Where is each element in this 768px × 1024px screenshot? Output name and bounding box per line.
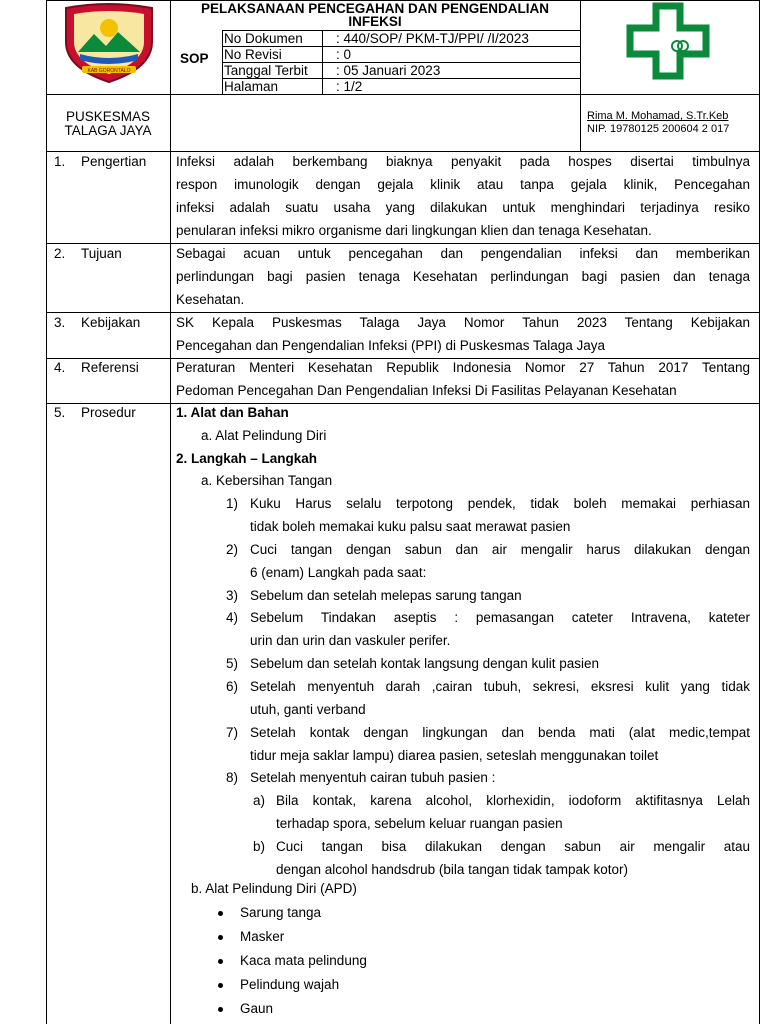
row-label-halaman: Halaman <box>224 79 279 94</box>
step-text-line: Setelah menyentuh cairan tubuh pasien : <box>250 770 496 785</box>
org-name-line2: TALAGA JAYA <box>64 123 152 138</box>
section-1-line: penularan infeksi mikro organisme dari lingkungan klien dan tenaga Kesehatan. <box>176 223 652 238</box>
row-label-tanggal: Tanggal Terbit <box>224 63 308 78</box>
bullet-dot-icon <box>218 1007 223 1012</box>
section-label-tujuan: Tujuan <box>81 246 122 261</box>
prosedur-heading-2: 2. Langkah – Langkah <box>176 451 318 466</box>
substep-text-line: Cuci tangan bisa dilakukan dengan sabun air mengalir atau <box>276 839 750 854</box>
section-1-line: infeksi adalah suatu usaha yang dilakukan untuk menghindari terjadinya resiko <box>176 200 750 215</box>
puskesmas-cross-logo <box>622 2 714 80</box>
section-2-line: Sebagai acuan untuk pencegahan dan pengendalian infeksi dan memberikan <box>176 246 750 261</box>
section-label-kebijakan: Kebijakan <box>81 315 141 330</box>
prosedur-heading-1: 1. Alat dan Bahan <box>176 405 289 420</box>
row-label-no-revisi: No Revisi <box>224 47 282 62</box>
step-text-line: tidur meja saklar lampu) diarea pasien, seteslah menggunakan toilet <box>250 748 659 763</box>
step-text-line: urin dan urin dan vaskuler perifer. <box>250 633 451 648</box>
apd-title: b. Alat Pelindung Diri (APD) <box>191 881 357 896</box>
section-num-4: 4. <box>54 360 66 375</box>
step-number: 6) <box>226 679 239 694</box>
step-text-line: Sebelum Tindakan aseptis : pemasangan cateter Intravena, kateter <box>250 610 750 625</box>
label-value-divider <box>322 30 323 94</box>
header-divider <box>46 94 759 95</box>
signer-name: Rima M. Mohamad, S.Tr.Keb <box>587 110 729 122</box>
substep-letter: b) <box>253 839 266 854</box>
row-value-no-revisi: : 0 <box>336 47 352 62</box>
signer-nip: NIP. 19780125 200604 2 017 <box>587 123 730 135</box>
step-text-line: Setelah menyentuh darah ,cairan tubuh, sekresi, eksresi kulit yang tidak <box>250 679 750 694</box>
bullet-dot-icon <box>218 911 223 916</box>
section-num-3: 3. <box>54 315 66 330</box>
step-text-line: Cuci tangan dengan sabun dan air mengalir harus dilakukan dengan <box>250 542 750 557</box>
step-text-line: Setelah kontak dengan lingkungan dan benda mati (alat medic,tempat <box>250 725 750 740</box>
step-number: 7) <box>226 725 239 740</box>
bullet-dot-icon <box>218 983 223 988</box>
section-num-5: 5. <box>54 405 66 420</box>
section-3-line: Pencegahan dan Pengendalian Infeksi (PPI) di Puskesmas Talaga Jaya <box>176 338 606 353</box>
section-num-2: 2. <box>54 246 66 261</box>
prosedur-heading-2a: a. Kebersihan Tangan <box>201 473 333 488</box>
apd-item: Kaca mata pelindung <box>240 953 367 968</box>
bullet-dot-icon <box>218 935 223 940</box>
section-3-line: SK Kepala Puskesmas Talaga Jaya Nomor Tahun 2023 Tentang Kebijakan <box>176 315 750 330</box>
crest-banner-text: KAB GORONTALO <box>87 68 131 74</box>
apd-item: Pelindung wajah <box>240 977 340 992</box>
row-sep-prosedur <box>46 403 759 404</box>
bullet-dot-icon <box>218 959 223 964</box>
col-divider-2 <box>580 0 581 151</box>
section-label-referensi: Referensi <box>81 360 139 375</box>
section-4-line: Peraturan Menteri Kesehatan Republik Indonesia Nomor 27 Tahun 2017 Tentang <box>176 360 750 375</box>
section-num-1: 1. <box>54 154 66 169</box>
prosedur-heading-1a: a. Alat Pelindung Diri <box>201 428 327 443</box>
step-text-line: Sebelum dan setelah kontak langsung dengan kulit pasien <box>250 656 600 671</box>
regency-crest-logo <box>60 2 158 84</box>
doc-title-line1: PELAKSANAAN PENCEGAHAN DAN PENGENDALIAN <box>200 1 550 16</box>
step-number: 2) <box>226 542 239 557</box>
substep-letter: a) <box>253 793 266 808</box>
step-number: 3) <box>226 588 239 603</box>
substep-text-line: Bila kontak, karena alcohol, klorhexidin, iodoform aktifitasnya Lelah <box>276 793 750 808</box>
section-label-pengertian: Pengertian <box>81 154 147 169</box>
step-text-line: Kuku Harus selalu terpotong pendek, tidak boleh memakai perhiasan <box>250 496 750 511</box>
section-4-line: Pedoman Pencegahan Dan Pengendalian Infeksi Di Fasilitas Pelayanan Kesehatan <box>176 383 677 398</box>
apd-item: Sarung tanga <box>240 905 322 920</box>
col-divider-1 <box>170 0 171 1024</box>
step-number: 8) <box>226 770 239 785</box>
step-text-line: Sebelum dan setelah melepas sarung tangan <box>250 588 522 603</box>
doc-title-line2: INFEKSI <box>348 14 402 29</box>
step-text-line: 6 (enam) Langkah pada saat: <box>250 565 427 580</box>
section-2-line: perlindungan bagi pasien tenaga Kesehatan perlindungan bagi pasien dan tenaga <box>176 269 750 284</box>
section-1-line: Infeksi adalah berkembang biaknya penyakit pada hospes disertai timbulnya <box>176 154 750 169</box>
substep-text-line: terhadap spora, sebelum keluar ruangan pasien <box>276 816 563 831</box>
sop-label: SOP <box>180 51 209 66</box>
section-2-line: Kesehatan. <box>176 292 245 307</box>
row-value-halaman: : 1/2 <box>336 79 363 94</box>
section-1-line: respon imunologik dengan gejala klinik atau tanpa gejala klinik, Pencegahan <box>176 177 750 192</box>
row-label-no-dokumen: No Dokumen <box>224 31 303 46</box>
row-value-no-dokumen: : 440/SOP/ PKM-TJ/PPI/ /I/2023 <box>336 31 529 46</box>
border-left <box>46 0 47 1024</box>
org-name-line1: PUSKESMAS <box>65 109 151 124</box>
apd-item: Gaun <box>240 1001 274 1016</box>
apd-item: Masker <box>240 929 285 944</box>
step-number: 5) <box>226 656 239 671</box>
section-label-prosedur: Prosedur <box>81 405 136 420</box>
border-right <box>759 0 760 1024</box>
row-value-tanggal: : 05 Januari 2023 <box>336 63 441 78</box>
step-text-line: utuh, ganti verband <box>250 702 366 717</box>
step-number: 4) <box>226 610 239 625</box>
substep-text-line: dengan alcohol handsdrub (bila tangan tidak tampak kotor) <box>276 862 628 877</box>
step-number: 1) <box>226 496 239 511</box>
step-text-line: tidak boleh memakai kuku palsu saat merawat pasien <box>250 519 571 534</box>
